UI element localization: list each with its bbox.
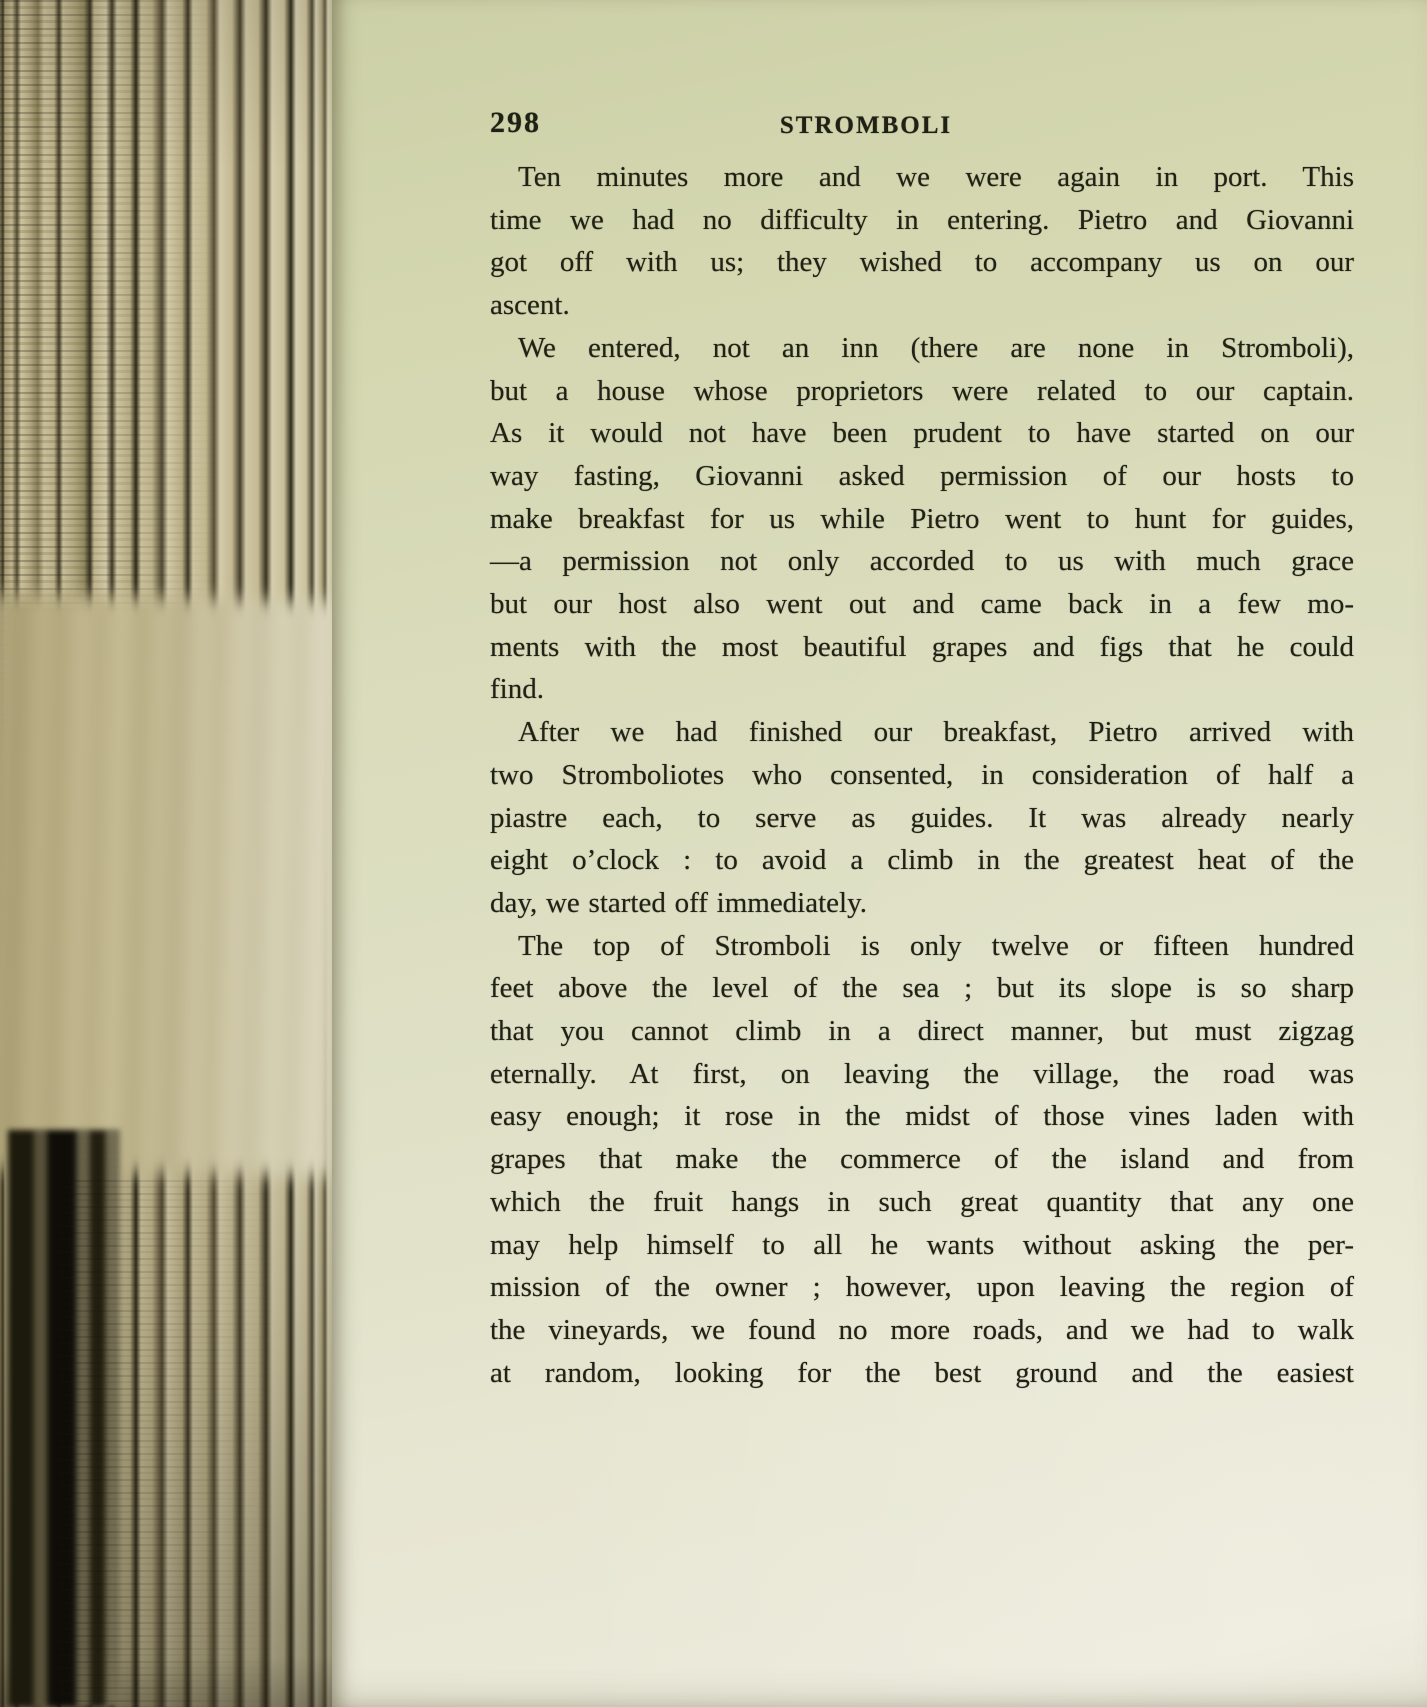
text-line: ments with the most beautiful grapes and figs that he could bbox=[490, 630, 1354, 663]
text-line: find. bbox=[490, 673, 544, 706]
fore-edge-hatch-texture-bottom bbox=[60, 1180, 290, 1707]
text-line: The top of Stromboli is only twelve or fifteen hundred bbox=[518, 929, 1354, 962]
text-line: Ten minutes more and we were again in port. This bbox=[518, 161, 1354, 193]
page-number: 298 bbox=[490, 106, 541, 139]
text-line: time we had no difficulty in entering. Pietro and Giovanni bbox=[490, 203, 1354, 236]
paragraph bbox=[490, 711, 1354, 925]
text-line: mission of the owner ; however, upon leaving the region of bbox=[490, 1271, 1354, 1304]
text-line: at random, looking for the best ground and the easiest bbox=[490, 1356, 1354, 1389]
fore-edge-blur-smudge bbox=[0, 594, 346, 1176]
paragraph bbox=[490, 327, 1354, 711]
text-line: got off with us; they wished to accompany us on our bbox=[490, 246, 1354, 279]
text-line: grapes that make the commerce of the island and from bbox=[490, 1143, 1354, 1176]
text-line: the vineyards, we found no more roads, and we had to walk bbox=[490, 1313, 1354, 1346]
running-head: STROMBOLI bbox=[779, 112, 953, 139]
text-line: After we had finished our breakfast, Pietro arrived with bbox=[518, 716, 1354, 749]
text-line: piastre each, to serve as guides. It was already nearly bbox=[490, 801, 1354, 834]
body-paragraphs bbox=[490, 156, 1354, 1394]
text-line: may help himself to all he wants without asking the per- bbox=[490, 1228, 1354, 1261]
text-line: but a house whose proprietors were related to our captain. bbox=[490, 374, 1354, 407]
text-line: easy enough; it rose in the midst of those vines laden with bbox=[490, 1100, 1354, 1133]
text-line: eight o’clock : to avoid a climb in the greatest heat of the bbox=[490, 844, 1354, 877]
book-page bbox=[332, 0, 1427, 1707]
text-line: eternally. At first, on leaving the village, the road was bbox=[490, 1057, 1354, 1090]
text-line: make breakfast for us while Pietro went to hunt for guides, bbox=[490, 502, 1354, 535]
text-line: day, we started off immediately. bbox=[490, 886, 867, 919]
text-line: ascent. bbox=[490, 289, 570, 322]
paragraph bbox=[490, 156, 1354, 327]
text-line: way fasting, Giovanni asked permission of our hosts to bbox=[490, 459, 1354, 492]
text-line: but our host also went out and came back in a few mo- bbox=[490, 588, 1354, 621]
text-line: that you cannot climb in a direct manner, but must zigzag bbox=[490, 1015, 1354, 1048]
text-line: feet above the level of the sea ; but its slope is so sharp bbox=[490, 972, 1354, 1005]
paragraph bbox=[490, 925, 1354, 1395]
book-fore-edge bbox=[0, 0, 332, 1707]
text-line: —a permission not only accorded to us with much grace bbox=[490, 545, 1354, 578]
text-line: which the fruit hangs in such great quantity that any one bbox=[490, 1185, 1354, 1218]
text-line: As it would not have been prudent to have started on our bbox=[490, 417, 1354, 450]
text-line: two Stromboliotes who consented, in consideration of half a bbox=[490, 758, 1354, 791]
text-line: We entered, not an inn (there are none in Stromboli), bbox=[518, 331, 1354, 364]
